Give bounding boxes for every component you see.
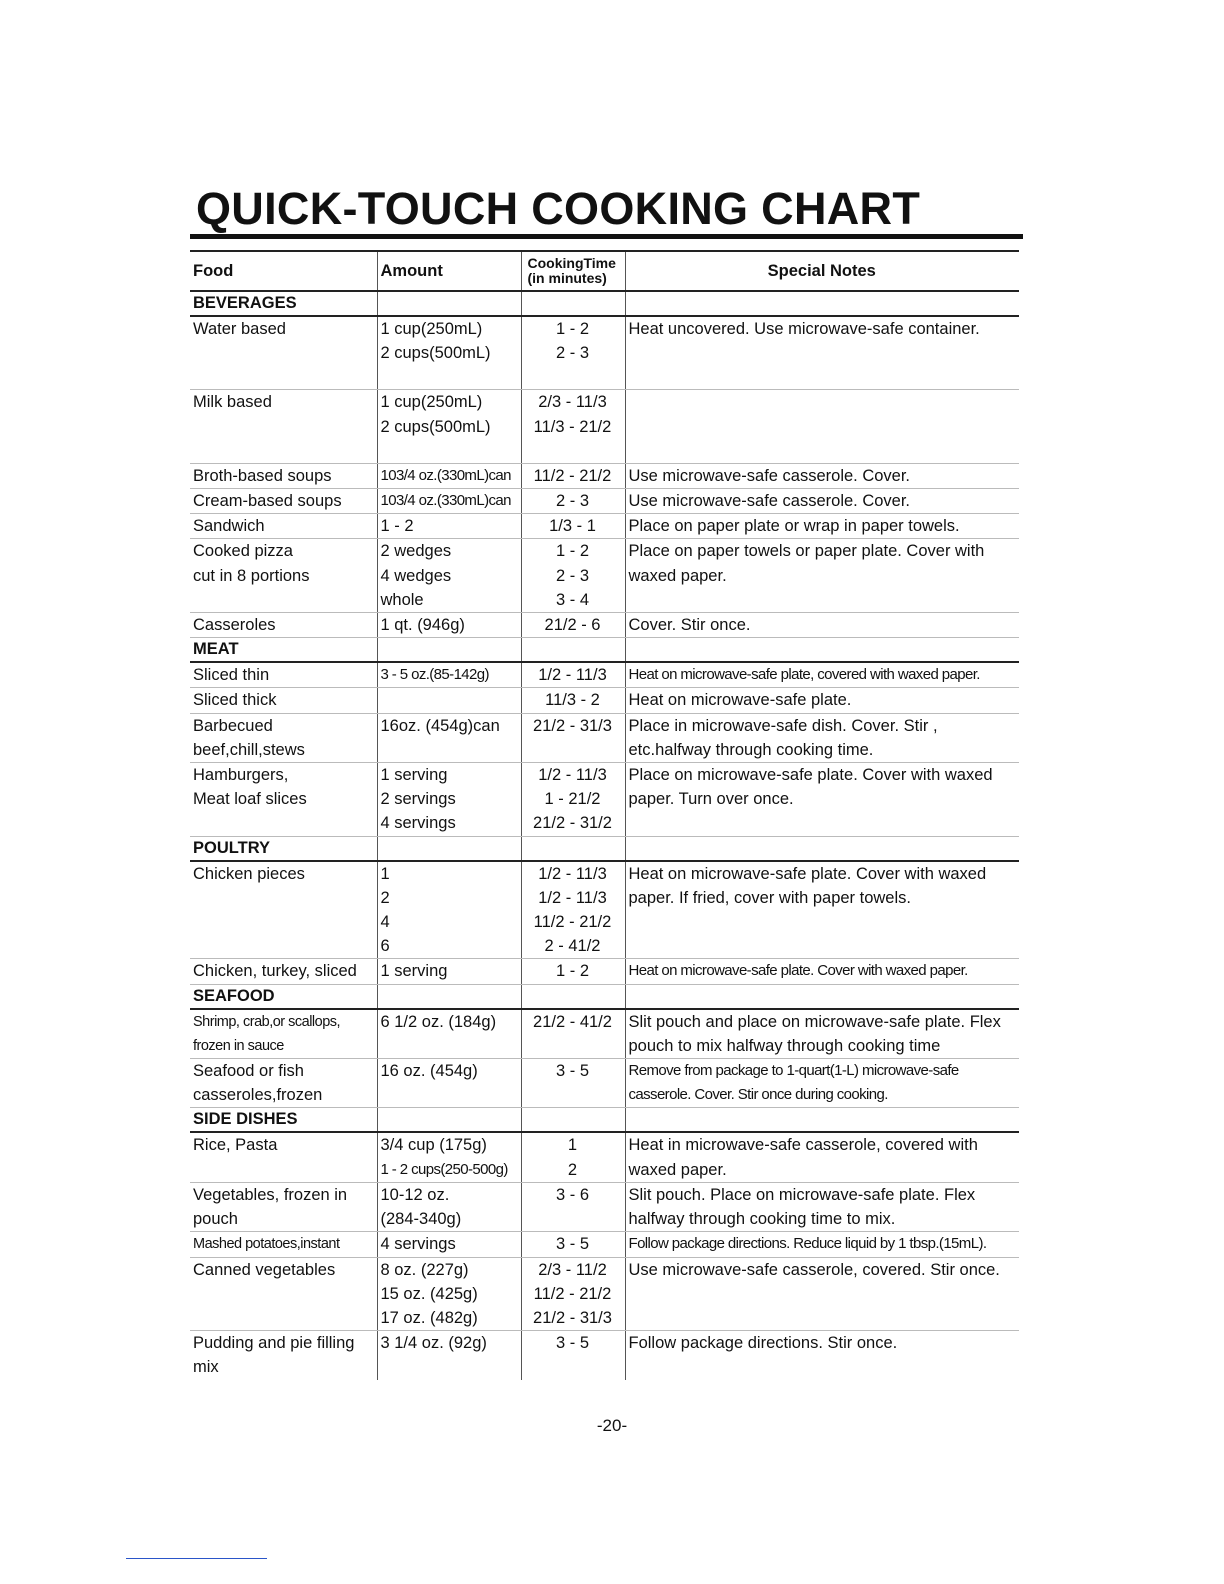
food-cell: [190, 613, 377, 638]
special-notes-text: Heat in microwave-safe casserole, covered with waxed paper.: [628, 1136, 978, 1179]
food-name: Seafood or fish: [193, 1062, 304, 1081]
amount-value: 15 oz. (425g): [380, 1284, 478, 1303]
amount-cell: [377, 959, 521, 984]
cooking-time-value: 11/3 - 2: [545, 691, 600, 710]
cooking-time-value: 2/3 - 11/3: [538, 393, 607, 412]
empty-cell: [521, 1108, 625, 1133]
cooking-time-cell: [521, 514, 625, 539]
empty-cell: [377, 1108, 521, 1133]
amount-cell: [377, 1232, 521, 1257]
amount-cell: [377, 1059, 521, 1108]
food-cell: [190, 763, 377, 837]
food-cell: [190, 1232, 377, 1257]
amount-cell: [377, 1257, 521, 1331]
header-cooking-time-line2: (in minutes): [527, 270, 607, 286]
table-row: [190, 613, 1019, 638]
food-cell: [190, 688, 377, 713]
amount-value: 2 servings: [380, 790, 456, 809]
food-name: Sandwich: [193, 517, 265, 536]
cooking-time-value: 21/2 - 6: [544, 616, 601, 635]
food-cell: [190, 463, 377, 488]
food-name: beef,chill,stews: [193, 740, 305, 759]
amount-value: 16 oz. (454g): [380, 1062, 478, 1081]
food-name: frozen in sauce: [193, 1037, 284, 1054]
amount-value: 2: [380, 888, 390, 907]
food-name: cut in 8 portions: [193, 566, 310, 585]
cooking-time-value: 11/2 - 21/2: [533, 466, 612, 485]
food-name: Chicken, turkey, sliced: [193, 962, 357, 981]
special-notes-cell: [625, 390, 1019, 463]
special-notes-cell: [625, 1182, 1019, 1231]
special-notes-text: Heat on microwave-safe plate. Cover with waxed paper.: [628, 962, 968, 980]
cooking-time-value: 21/2 - 31/3: [533, 1308, 612, 1327]
table-row: [190, 763, 1019, 837]
food-name: Broth-based soups: [193, 466, 332, 485]
food-cell: [190, 1182, 377, 1231]
special-notes-cell: [625, 613, 1019, 638]
food-name: Cream-based soups: [193, 492, 342, 511]
cooking-time-value: 11/2 - 21/2: [533, 913, 612, 932]
cooking-time-cell: [521, 1182, 625, 1231]
amount-value: 6: [380, 937, 390, 956]
amount-value: 3/4 cup (175g): [380, 1136, 487, 1155]
cooking-time-value: 3 - 5: [555, 1235, 590, 1254]
table-row: [190, 688, 1019, 713]
special-notes-cell: [625, 1009, 1019, 1059]
amount-value: 103/4 oz.(330mL)can: [380, 466, 511, 484]
header-amount: Amount: [377, 251, 521, 291]
food-name: Hamburgers,: [193, 766, 289, 785]
amount-value: 1 cup(250mL): [380, 393, 483, 412]
cooking-time-value: 1/2 - 11/3: [538, 766, 607, 785]
table-header-row: [190, 251, 1019, 291]
empty-cell: [625, 291, 1019, 316]
food-name: Chicken pieces: [193, 864, 305, 883]
food-name: casseroles,frozen: [193, 1086, 323, 1105]
special-notes-cell: [625, 1257, 1019, 1331]
special-notes-text: Place on paper towels or paper plate. Cover with waxed paper.: [628, 542, 985, 585]
food-cell: [190, 390, 377, 463]
amount-cell: [377, 1009, 521, 1059]
food-cell: [190, 713, 377, 762]
food-cell: [190, 1009, 377, 1059]
header-food: Food: [190, 251, 377, 291]
cooking-time-cell: [521, 1132, 625, 1182]
food-cell: [190, 1331, 377, 1380]
food-cell: [190, 1132, 377, 1182]
cooking-time-value: 21/2 - 41/2: [533, 1012, 612, 1031]
special-notes-cell: [625, 463, 1019, 488]
special-notes-text: Slit pouch and place on microwave-safe plate. Flex pouch to mix halfway through cooking time: [628, 1012, 1001, 1055]
special-notes-text: Place on microwave-safe plate. Cover with waxed paper. Turn over once.: [628, 766, 993, 809]
special-notes-cell: [625, 662, 1019, 688]
empty-cell: [377, 291, 521, 316]
cooking-chart-table: [190, 250, 1019, 1380]
cooking-time-value: 3 - 6: [555, 1185, 590, 1204]
special-notes-text: Follow package directions. Reduce liquid by 1 tbsp.(15mL).: [628, 1235, 987, 1253]
amount-cell: [377, 1132, 521, 1182]
cooking-time-value: 3 - 4: [555, 590, 590, 609]
cooking-time-value: 1 - 2: [555, 320, 590, 338]
food-cell: [190, 662, 377, 688]
empty-cell: [377, 984, 521, 1009]
cooking-time-value: 1/3 - 1: [549, 517, 596, 536]
amount-cell: [377, 613, 521, 638]
food-name: Water based: [193, 320, 286, 338]
cooking-time-value: 1 - 21/2: [544, 790, 601, 809]
food-cell: [190, 489, 377, 514]
table-row: [190, 1232, 1019, 1257]
amount-value: 6 1/2 oz. (184g): [380, 1012, 497, 1031]
header-cooking-time: [521, 251, 625, 291]
special-notes-text: Cover. Stir once.: [628, 616, 751, 635]
category-row: [190, 291, 1019, 316]
food-name: Rice, Pasta: [193, 1136, 278, 1155]
food-name: Canned vegetables: [193, 1260, 336, 1279]
food-cell: [190, 861, 377, 959]
amount-cell: [377, 316, 521, 390]
amount-value: 4 wedges: [380, 566, 452, 585]
cooking-time-value: 1/2 - 11/3: [538, 888, 607, 907]
cooking-time-value: 2 - 3: [555, 344, 590, 363]
cooking-time-cell: [521, 688, 625, 713]
table-row: [190, 463, 1019, 488]
food-name: Sliced thin: [193, 666, 270, 685]
table-row: [190, 1257, 1019, 1331]
amount-value: 10-12 oz.: [380, 1185, 450, 1204]
empty-cell: [521, 984, 625, 1009]
cooking-time-value: 2 - 3: [555, 492, 590, 511]
cooking-time-value: 1: [567, 1136, 578, 1155]
cooking-time-value: 2 - 41/2: [544, 937, 601, 956]
food-cell: [190, 514, 377, 539]
food-name: pouch: [193, 1210, 238, 1229]
cooking-time-cell: [521, 539, 625, 613]
cooking-time-cell: [521, 1331, 625, 1380]
table-row: [190, 1182, 1019, 1231]
food-name: Casseroles: [193, 616, 276, 635]
amount-cell: [377, 390, 521, 463]
amount-cell: [377, 1182, 521, 1231]
amount-value: 1 cup(250mL): [380, 320, 483, 338]
table-row: [190, 1059, 1019, 1108]
special-notes-text: Remove from package to 1-quart(1-L) microwave-safe casserole. Cover. Stir once during cooking.: [628, 1062, 959, 1104]
table-row: [190, 1132, 1019, 1182]
category-row: [190, 984, 1019, 1009]
food-cell: [190, 316, 377, 390]
page-title: QUICK-TOUCH COOKING CHART: [196, 183, 921, 234]
amount-cell: [377, 713, 521, 762]
food-name: Shrimp, crab,or scallops,: [193, 1013, 341, 1030]
table-row: [190, 713, 1019, 762]
cooking-time-cell: [521, 662, 625, 688]
cooking-time-value: 1/2 - 11/3: [538, 864, 607, 883]
amount-value: whole: [380, 590, 424, 609]
amount-value: 103/4 oz.(330mL)can: [380, 492, 511, 510]
category-row: [190, 638, 1019, 663]
special-notes-cell: [625, 316, 1019, 390]
amount-value: 2 cups(500mL): [380, 344, 491, 363]
cooking-time-cell: [521, 763, 625, 837]
amount-value: 3 - 5 oz.(85-142g): [380, 666, 489, 684]
amount-value: 4: [380, 913, 390, 932]
special-notes-text: Heat uncovered. Use microwave-safe container.: [628, 320, 980, 338]
category-row: [190, 836, 1019, 861]
special-notes-cell: [625, 861, 1019, 959]
amount-value: 1 qt. (946g): [380, 616, 465, 635]
amount-value: 1: [380, 864, 390, 883]
food-name: Cooked pizza: [193, 542, 293, 561]
category-label: BEVERAGES: [190, 291, 377, 316]
amount-cell: [377, 514, 521, 539]
amount-cell: [377, 662, 521, 688]
special-notes-cell: [625, 1331, 1019, 1380]
cooking-time-value: 21/2 - 31/3: [533, 716, 612, 735]
cooking-time-cell: [521, 713, 625, 762]
category-label: SEAFOOD: [190, 984, 377, 1009]
cooking-time-value: 11/2 - 21/2: [533, 1284, 612, 1303]
amount-cell: [377, 861, 521, 959]
page-number: -20-: [596, 1416, 628, 1435]
amount-cell: [377, 489, 521, 514]
cooking-time-value: 21/2 - 31/2: [533, 814, 612, 833]
category-label: MEAT: [190, 638, 377, 663]
food-cell: [190, 1257, 377, 1331]
cooking-time-value: 1 - 2: [555, 542, 590, 561]
amount-cell: [377, 539, 521, 613]
cooking-time-cell: [521, 316, 625, 390]
empty-cell: [521, 836, 625, 861]
cooking-time-cell: [521, 1009, 625, 1059]
category-row: [190, 1108, 1019, 1133]
amount-value: 3 1/4 oz. (92g): [380, 1334, 487, 1353]
special-notes-text: Heat on microwave-safe plate, covered with waxed paper.: [628, 666, 980, 684]
food-name: Mashed potatoes,instant: [193, 1236, 340, 1253]
amount-value: 1 - 2: [380, 517, 414, 536]
empty-cell: [521, 291, 625, 316]
empty-cell: [625, 984, 1019, 1009]
cooking-time-value: 1 - 2: [555, 962, 590, 981]
table-row: [190, 390, 1019, 463]
amount-value: 2 wedges: [380, 542, 452, 561]
table-row: [190, 861, 1019, 959]
empty-cell: [625, 1108, 1019, 1133]
food-cell: [190, 539, 377, 613]
cooking-time-cell: [521, 390, 625, 463]
amount-value: 1 - 2 cups(250-500g): [380, 1160, 508, 1178]
food-cell: [190, 959, 377, 984]
amount-value: 17 oz. (482g): [380, 1308, 478, 1327]
cooking-time-value: 2/3 - 11/2: [538, 1260, 607, 1279]
amount-value: 4 servings: [380, 814, 456, 833]
table-row: [190, 489, 1019, 514]
cooking-time-cell: [521, 1257, 625, 1331]
special-notes-text: Use microwave-safe casserole, covered. Stir once.: [628, 1260, 1000, 1279]
header-special-notes: Special Notes: [625, 251, 1019, 291]
special-notes-cell: [625, 763, 1019, 837]
special-notes-cell: [625, 539, 1019, 613]
cooking-time-value: 3 - 5: [555, 1334, 590, 1353]
food-cell: [190, 1059, 377, 1108]
special-notes-cell: [625, 489, 1019, 514]
food-name: mix: [193, 1358, 219, 1377]
category-label: POULTRY: [190, 836, 377, 861]
food-name: Milk based: [193, 393, 272, 412]
empty-cell: [377, 836, 521, 861]
cooking-time-cell: [521, 1232, 625, 1257]
food-name: Sliced thick: [193, 691, 277, 710]
amount-cell: [377, 763, 521, 837]
cooking-time-value: 2: [567, 1160, 578, 1179]
special-notes-cell: [625, 1232, 1019, 1257]
amount-value: 1 serving: [380, 962, 448, 981]
food-name: Pudding and pie filling: [193, 1334, 355, 1353]
empty-cell: [625, 638, 1019, 663]
amount-value: 8 oz. (227g): [380, 1260, 469, 1279]
amount-value: 2 cups(500mL): [380, 417, 491, 436]
amount-cell: [377, 688, 521, 713]
empty-cell: [625, 836, 1019, 861]
amount-cell: [377, 1331, 521, 1380]
empty-cell: [377, 638, 521, 663]
food-name: Meat loaf slices: [193, 790, 307, 809]
cooking-time-cell: [521, 959, 625, 984]
cooking-time-cell: [521, 861, 625, 959]
cooking-time-cell: [521, 1059, 625, 1108]
cooking-time-value: 11/3 - 21/2: [533, 417, 612, 436]
header-cooking-time-line1: CookingTime: [527, 255, 616, 271]
special-notes-cell: [625, 688, 1019, 713]
cooking-time-cell: [521, 613, 625, 638]
category-label: SIDE DISHES: [190, 1108, 377, 1133]
table-row: [190, 662, 1019, 688]
cooking-time-value: 3 - 5: [555, 1062, 590, 1081]
cooking-time-cell: [521, 489, 625, 514]
table-row: [190, 316, 1019, 390]
special-notes-text: Follow package directions. Stir once.: [628, 1334, 898, 1353]
special-notes-cell: [625, 1059, 1019, 1108]
cooking-time-cell: [521, 463, 625, 488]
special-notes-text: Place in microwave-safe dish. Cover. Stir , etc.halfway through cooking time.: [628, 716, 938, 759]
amount-value: (284-340g): [380, 1210, 462, 1229]
title-rule: [190, 234, 1023, 239]
amount-value: 16oz. (454g)can: [380, 716, 500, 735]
food-name: Barbecued: [193, 716, 273, 735]
special-notes-text: Heat on microwave-safe plate. Cover with waxed paper. If fried, cover with paper towels.: [628, 864, 987, 907]
special-notes-text: Heat on microwave-safe plate.: [628, 691, 852, 710]
special-notes-text: Use microwave-safe casserole. Cover.: [628, 466, 911, 485]
empty-cell: [521, 638, 625, 663]
amount-value: 4 servings: [380, 1235, 456, 1254]
special-notes-cell: [625, 959, 1019, 984]
table-row: [190, 539, 1019, 613]
table-row: [190, 1331, 1019, 1380]
table-body: [190, 291, 1019, 1380]
cooking-time-value: 1/2 - 11/3: [538, 666, 607, 685]
special-notes-text: Use microwave-safe casserole. Cover.: [628, 492, 911, 511]
special-notes-text: Place on paper plate or wrap in paper towels.: [628, 517, 960, 536]
cooking-time-value: 2 - 3: [555, 566, 590, 585]
special-notes-cell: [625, 713, 1019, 762]
special-notes-text: Slit pouch. Place on microwave-safe plate. Flex halfway through cooking time to mix.: [628, 1185, 976, 1229]
amount-cell: [377, 463, 521, 488]
footer-rule: [126, 1558, 267, 1559]
table-row: [190, 1009, 1019, 1059]
amount-value: 1 serving: [380, 766, 448, 785]
table-row: [190, 959, 1019, 984]
table-row: [190, 514, 1019, 539]
food-name: Vegetables, frozen in: [193, 1185, 348, 1204]
special-notes-cell: [625, 514, 1019, 539]
special-notes-cell: [625, 1132, 1019, 1182]
